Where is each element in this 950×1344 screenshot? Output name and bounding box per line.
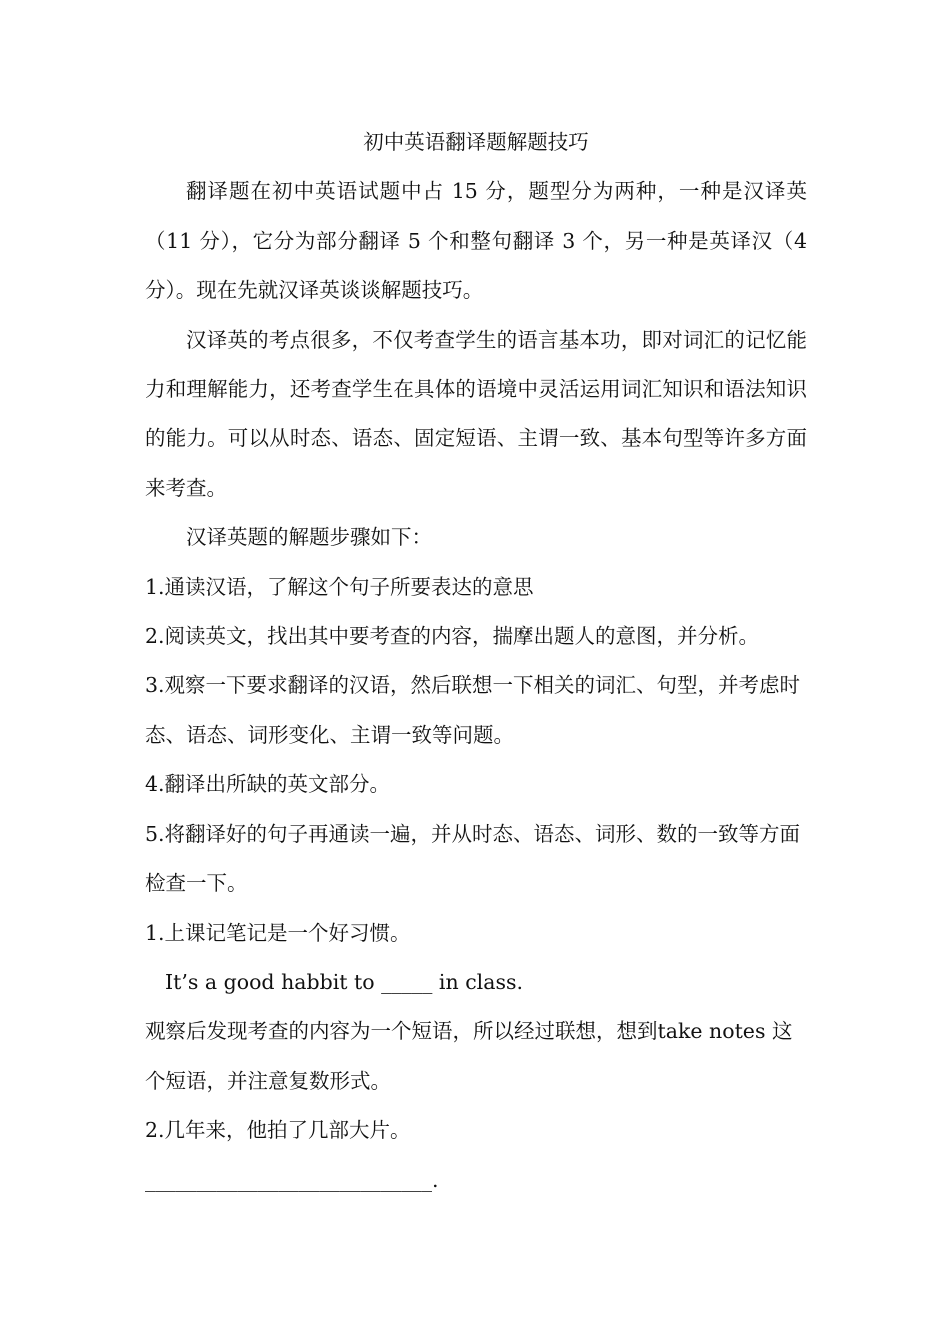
document-title: 初中英语翻译题解题技巧 [363,130,589,154]
example-1-explanation: 观察后发现考查的内容为一个短语，所以经过联想，想到take notes 这个短语，并注意复数形式。 [145,1019,793,1093]
example-1-question: 1.上课记笔记是一个好习惯。 [145,920,411,945]
steps-heading: 汉译英题的解题步骤如下： [186,525,432,550]
step-5: 5.将翻译好的句子再通读一遍，并从时态、语态、词形、数的一致等方面检查一下。 [145,821,801,896]
example-1-english: It’s a good habbit to _____ in class. [165,969,524,994]
example-2-answer-blank: ____________________________. [145,1167,439,1192]
step-3: 3.观察一下要求翻译的汉语，然后联想一下相关的词汇、句型，并考虑时态、语态、词形变化、主谓一致等问题。 [145,673,801,747]
step-1: 1.通读汉语，了解这个句子所要表达的意思 [145,574,534,599]
document-content [145,118,807,1205]
key-points-paragraph: 汉译英的考点很多，不仅考查学生的语言基本功，即对词汇的记忆能力和理解能力，还考查学生在具体的语境中灵活运用词汇知识和语法知识的能力。可以从时态、语态、固定短语、主谓一致、基本句型等许多方面来考查。 [145,327,807,500]
intro-paragraph: 翻译题在初中英语试题中占 15 分，题型分为两种，一种是汉译英（11 分），它分为部分翻译 5 个和整句翻译 3 个，另一种是英译汉（4 分）。现在先就汉译英谈谈解题技巧。 [145,179,807,303]
step-2: 2.阅读英文，找出其中要考查的内容，揣摩出题人的意图，并分析。 [145,624,760,649]
example-2-question: 2.几年来，他拍了几部大片。 [145,1118,411,1143]
step-4: 4.翻译出所缺的英文部分。 [145,772,391,797]
